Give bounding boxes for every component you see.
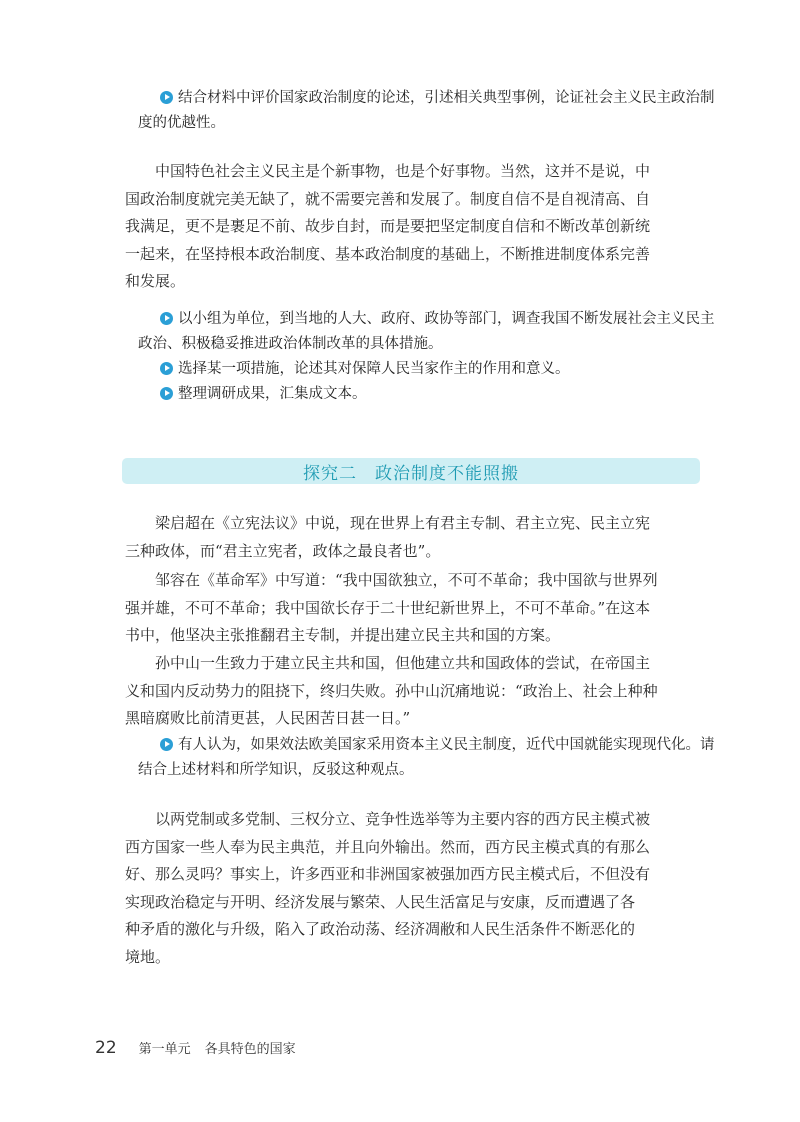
para-line: 好、那么灵吗？事实上，许多西亚和非洲国家被强加西方民主模式后，不但没有 xyxy=(125,865,651,884)
para-line: 种矛盾的激化与升级，陷入了政治动荡、经济凋敝和人民生活条件不断恶化的 xyxy=(125,920,636,939)
task-prompt-4 xyxy=(160,382,367,407)
para-line: 孙中山一生致力于建立民主共和国，但他建立共和国政体的尝试，在帝国主 xyxy=(155,654,651,672)
play-arrow-icon xyxy=(160,362,173,375)
play-arrow-icon xyxy=(160,91,173,104)
section-title: 探究二 政治制度不能照搬 xyxy=(303,463,519,484)
body-paragraph-3 xyxy=(125,567,658,650)
task-line: 整理调研成果，汇集成文本。 xyxy=(178,386,367,402)
page-number: 22 xyxy=(95,1038,117,1058)
para-line: 黑暗腐败比前清更甚，人民困苦日甚一日。” xyxy=(125,709,411,728)
task-line: 选择某一项措施，论述其对保障人民当家作主的作用和意义。 xyxy=(178,361,570,377)
task-line: 政治、积极稳妥推进政治体制改革的具体措施。 xyxy=(138,336,443,352)
play-arrow-icon xyxy=(160,312,173,325)
para-line: 梁启超在《立宪法议》中说，现在世界上有君主专制、君主立宪、民主立宪 xyxy=(155,514,651,532)
task-prompt-2 xyxy=(138,307,715,357)
task-line: 以小组为单位，到当地的人大、政府、政协等部门，调查我国不断发展社会主义民主 xyxy=(178,311,715,327)
play-arrow-icon xyxy=(160,738,173,751)
para-line: 国政治制度就完美无缺了，就不需要完善和发展了。制度自信不是自视清高、自 xyxy=(125,189,651,208)
play-arrow-icon xyxy=(160,387,173,400)
para-line: 书中，他坚决主张推翻君主专制，并提出建立民主共和国的方案。 xyxy=(125,626,561,645)
para-line: 三种政体，而“君主立宪者，政体之最良者也”。 xyxy=(125,541,441,560)
body-paragraph-5 xyxy=(125,806,650,972)
body-paragraph-1 xyxy=(125,158,650,296)
task-prompt-1 xyxy=(138,86,715,136)
page-footer xyxy=(95,1038,296,1058)
unit-label: 第一单元 xyxy=(138,1042,191,1057)
para-line: 以两党制或多党制、三权分立、竞争性选举等为主要内容的西方民主模式被 xyxy=(155,810,651,828)
para-line: 境地。 xyxy=(125,947,171,966)
para-line: 强并雄，不可不革命；我中国欲长存于二十世纪新世界上，不可不革命。”在这本 xyxy=(125,598,651,617)
task-prompt-3 xyxy=(160,357,570,382)
task-line: 结合上述材料和所学知识，反驳这种观点。 xyxy=(138,762,414,778)
para-line: 和发展。 xyxy=(125,272,186,291)
task-line: 有人认为，如果效法欧美国家采用资本主义民主制度，近代中国就能实现现代化。请 xyxy=(178,737,715,753)
para-line: 邹容在《革命军》中写道：“我中国欲独立，不可不革命；我中国欲与世界列 xyxy=(155,571,658,589)
body-paragraph-4 xyxy=(125,650,658,733)
section-heading-banner xyxy=(122,458,700,484)
para-line: 义和国内反动势力的阻挠下，终归失败。孙中山沉痛地说：“政治上、社会上种种 xyxy=(125,681,658,700)
task-line: 度的优越性。 xyxy=(138,115,225,131)
task-prompt-5 xyxy=(138,733,715,783)
chapter-label: 各具特色的国家 xyxy=(204,1042,296,1057)
para-line: 实现政治稳定与开明、经济发展与繁荣、人民生活富足与安康，反而遭遇了各 xyxy=(125,892,636,911)
task-line: 结合材料中评价国家政治制度的论述，引述相关典型事例，论证社会主义民主政治制 xyxy=(178,90,715,106)
para-line: 我满足，更不是裹足不前、故步自封，而是要把坚定制度自信和不断改革创新统 xyxy=(125,217,651,236)
para-line: 一起来，在坚持根本政治制度、基本政治制度的基础上，不断推进制度体系完善 xyxy=(125,244,651,263)
para-line: 中国特色社会主义民主是个新事物，也是个好事物。当然，这并不是说，中 xyxy=(155,162,651,180)
body-paragraph-2 xyxy=(125,510,650,565)
para-line: 西方国家一些人奉为民主典范，并且向外输出。然而，西方民主模式真的有那么 xyxy=(125,837,651,856)
